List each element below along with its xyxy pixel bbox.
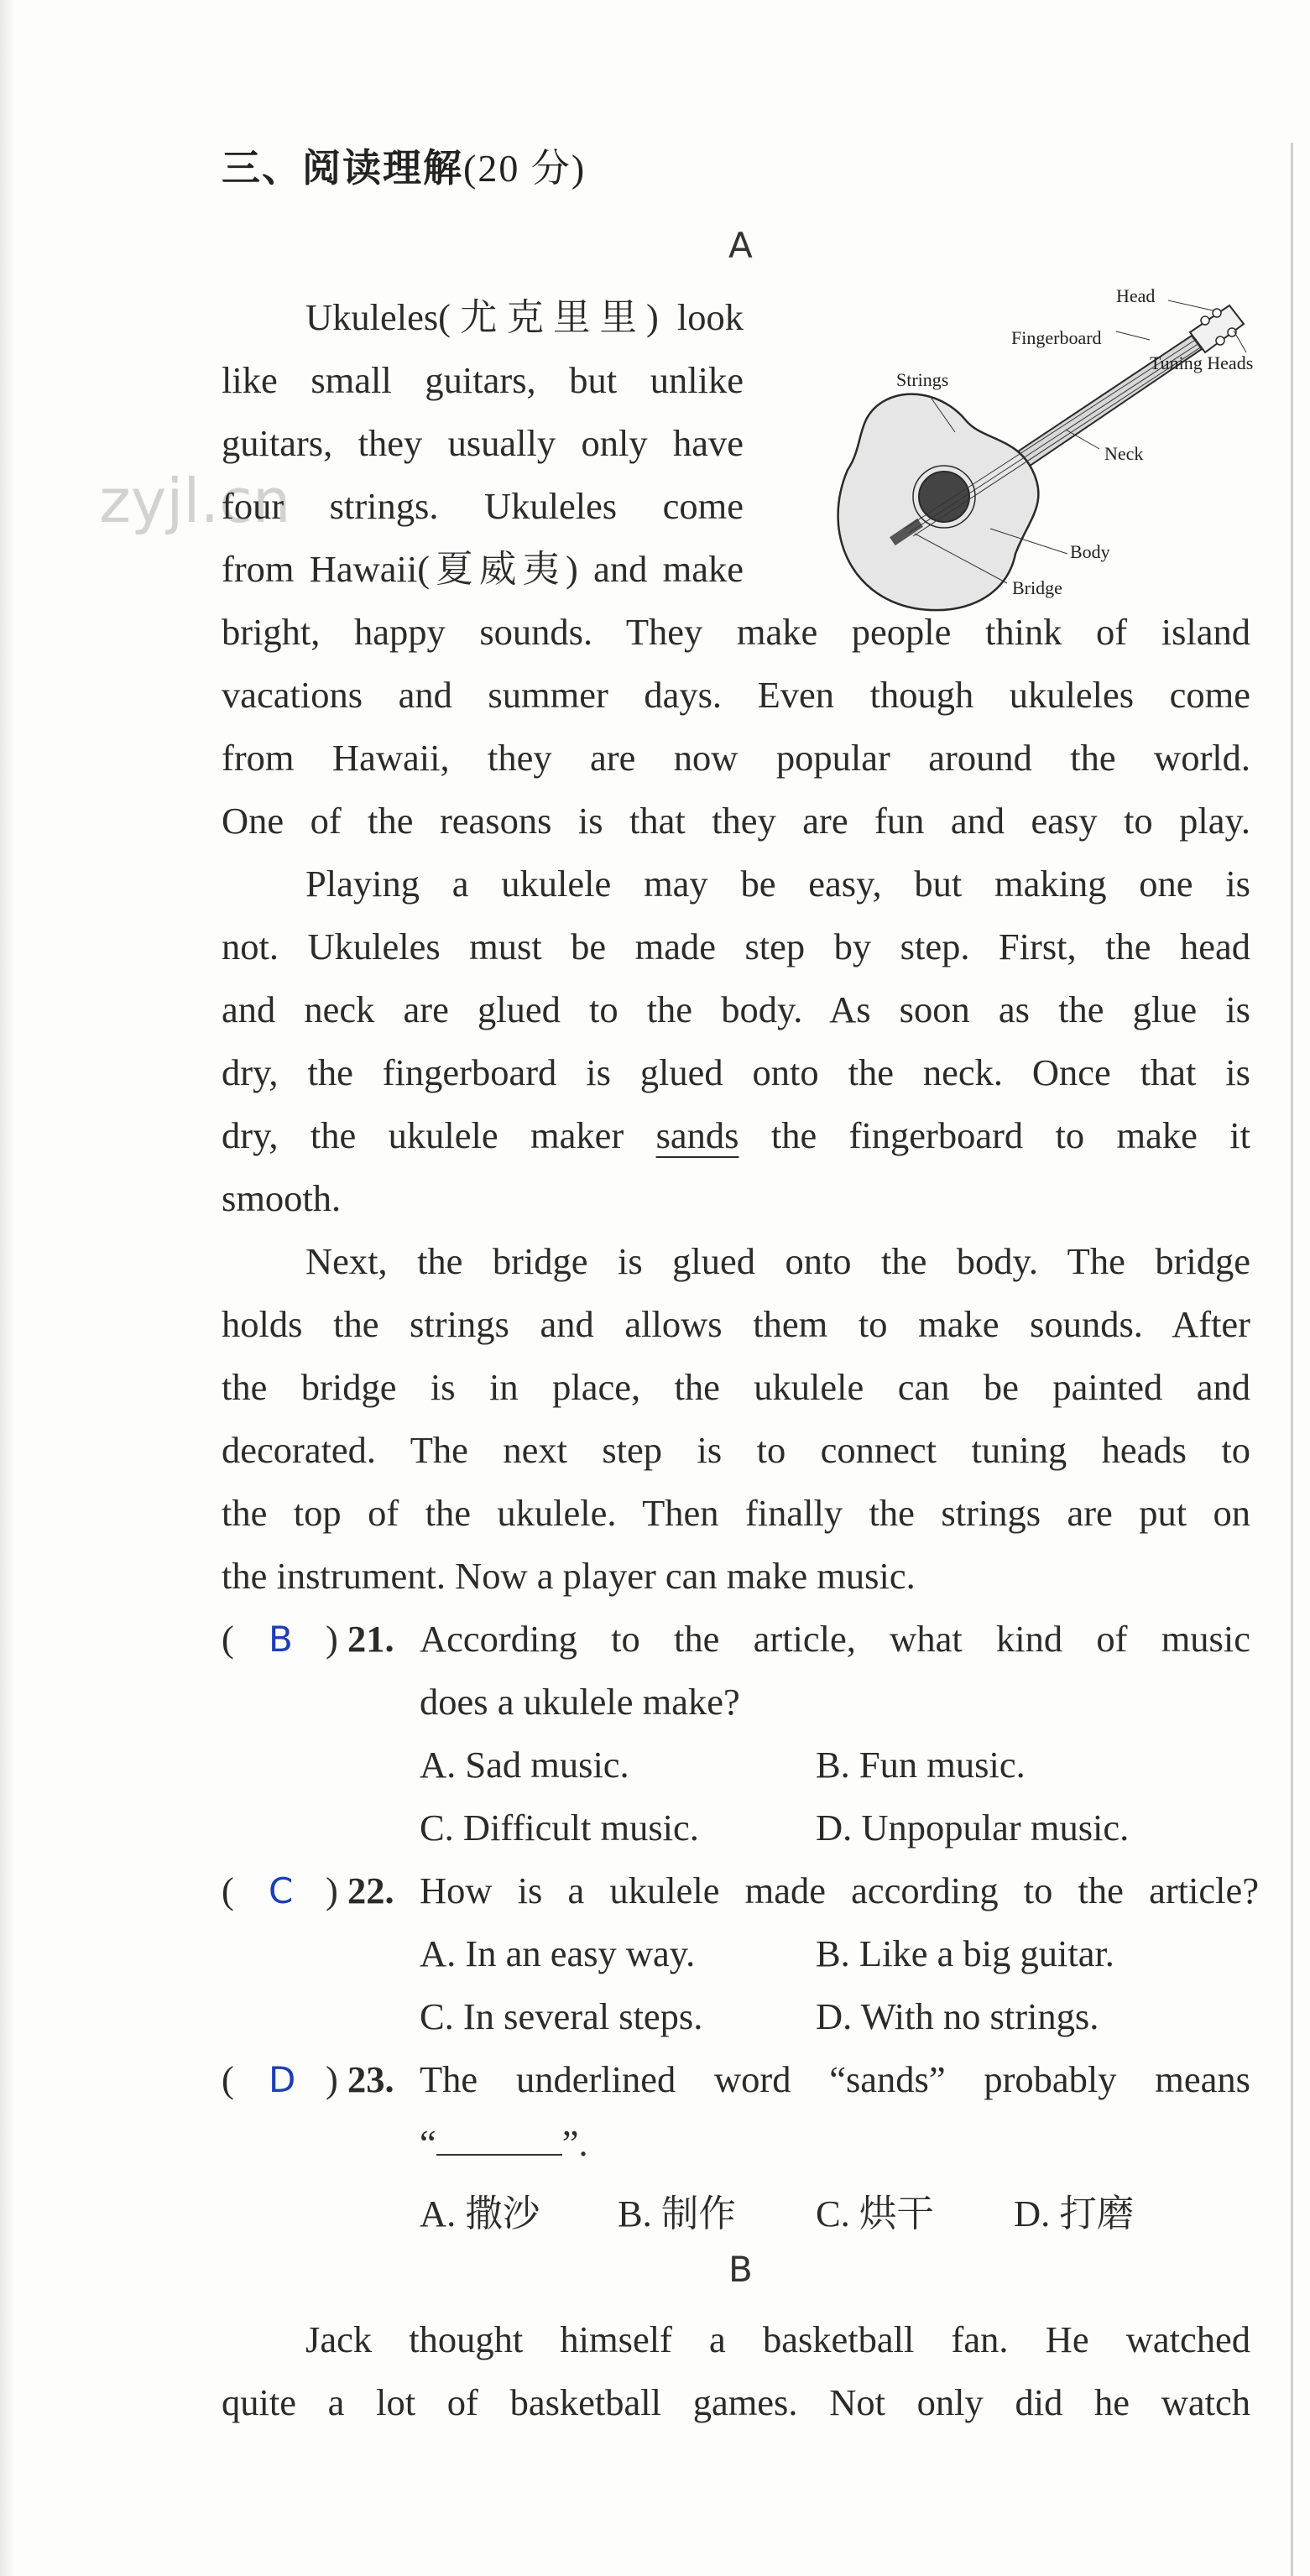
answer-paren-close: ) <box>326 2058 338 2100</box>
option-b: B. 制作 <box>618 2193 736 2234</box>
question-number: 23. <box>347 2058 394 2100</box>
question-blank-line <box>420 2120 588 2165</box>
answer-paren-close: ) <box>326 1618 338 1660</box>
passage-a-p2-line: and neck are glued to the body. As soon as the glue is <box>222 988 1250 1030</box>
passage-b-label: B <box>728 2249 753 2290</box>
watermark: zyjl.cn <box>99 466 291 536</box>
option-a: A. Sad music. <box>420 1744 629 1786</box>
passage-a-p3-line: decorated. The next step is to connect tuning heads to <box>222 1429 1250 1471</box>
passage-a-p3-line: the top of the ukulele. Then finally the strings are put on <box>222 1492 1250 1534</box>
passage-a-p1-line: Ukuleles(尤克里里) look <box>305 296 744 338</box>
option-a: A. In an easy way. <box>420 1932 696 1974</box>
answer-letter: C <box>269 1870 294 1911</box>
label-fingerboard: Fingerboard <box>1011 327 1102 348</box>
passage-a-p3-line: Next, the bridge is glued onto the body. The bridge <box>305 1240 1250 1282</box>
blank-quote-open: “ <box>420 2122 436 2164</box>
passage-a-label: A <box>728 225 753 266</box>
section-heading-title: 三、阅读理解 <box>222 145 463 190</box>
passage-a-p1-line: like small guitars, but unlike <box>222 359 744 401</box>
tuning-peg <box>1216 336 1224 345</box>
option-c: C. 烘干 <box>816 2193 934 2234</box>
passage-a-p2-line: smooth. <box>222 1177 342 1219</box>
tuning-peg <box>1201 316 1209 325</box>
label-head: Head <box>1116 285 1156 306</box>
option-a: A. 撒沙 <box>420 2193 540 2234</box>
text-before-underline: dry, the ukulele maker <box>222 1114 656 1156</box>
passage-a-p3-line: the bridge is in place, the ukulele can be painted and <box>222 1366 1250 1408</box>
passage-a-p1-line: guitars, they usually only have <box>222 422 744 464</box>
option-b: B. Fun music. <box>816 1744 1026 1786</box>
passage-a-p3-line: the instrument. Now a player can make music. <box>222 1555 916 1597</box>
passage-a-p2-line: not. Ukuleles must be made step by step. First, the head <box>222 926 1250 967</box>
option-c: C. Difficult music. <box>420 1807 699 1849</box>
answer-paren-open: ( <box>222 2058 234 2100</box>
blank-quote-close: ”. <box>561 2122 588 2164</box>
label-tuning-heads: Tuning Heads <box>1150 352 1254 373</box>
underlined-word-sands: sands <box>655 1114 739 1156</box>
question-number: 21. <box>347 1618 394 1660</box>
passage-a-p1-line: four strings. Ukuleles come <box>222 485 744 527</box>
passage-a-p3-line: holds the strings and allows them to make sounds. After <box>222 1303 1250 1345</box>
passage-a-p2-line-with-underline <box>222 1113 1250 1157</box>
answer-paren-close: ) <box>326 1869 338 1911</box>
passage-a-p2-line: Playing a ukulele may be easy, but making one is <box>305 863 1250 905</box>
ukulele-diagram <box>797 277 1267 613</box>
answer-blank <box>436 2120 562 2156</box>
section-heading-score: (20 分) <box>463 147 587 190</box>
label-strings: Strings <box>896 369 949 390</box>
passage-a-p1-line: from Hawaii(夏威夷) and make <box>222 548 744 590</box>
callout-line <box>1066 430 1099 449</box>
passage-a-p1-line: vacations and summer days. Even though ukuleles come <box>222 674 1250 716</box>
passage-a-p1-line: bright, happy sounds. They make people think of island <box>222 611 1250 653</box>
passage-a-p1-line: from Hawaii, they are now popular around the world. <box>222 737 1250 779</box>
question-text: How is a ukulele made according to the article? <box>420 1869 1259 1911</box>
question-text: The underlined word “sands” probably means <box>420 2058 1250 2100</box>
question-text: According to the article, what kind of music <box>420 1618 1250 1660</box>
text-after-underline: the fingerboard to make it <box>739 1114 1250 1156</box>
answer-paren-open: ( <box>222 1618 234 1660</box>
callout-line <box>1234 331 1246 352</box>
answer-paren-open: ( <box>222 1869 234 1911</box>
section-heading <box>222 138 586 193</box>
label-body: Body <box>1070 541 1110 562</box>
guitar-drawing <box>838 305 1244 610</box>
callout-line <box>1168 300 1213 310</box>
passage-a-p1-line: One of the reasons is that they are fun and easy to play. <box>222 800 1250 842</box>
option-d: D. 打磨 <box>1014 2193 1135 2234</box>
answer-letter: D <box>269 2059 296 2100</box>
label-bridge: Bridge <box>1012 577 1062 598</box>
question-number: 22. <box>347 1869 394 1911</box>
passage-b-line: quite a lot of basketball games. Not only did he watch <box>222 2381 1250 2423</box>
tuning-peg <box>1213 309 1221 317</box>
question-text: does a ukulele make? <box>420 1681 740 1723</box>
label-neck: Neck <box>1104 443 1144 464</box>
passage-b-line: Jack thought himself a basketball fan. He watched <box>305 2318 1250 2360</box>
option-c: C. In several steps. <box>420 1995 703 2037</box>
answer-letter: B <box>269 1619 293 1660</box>
option-d: D. With no strings. <box>816 1995 1099 2037</box>
callout-line <box>1116 331 1150 340</box>
option-d: D. Unpopular music. <box>816 1807 1130 1849</box>
page-fold-shadow <box>0 0 15 2576</box>
option-b: B. Like a big guitar. <box>816 1932 1114 1974</box>
passage-a-p2-line: dry, the fingerboard is glued onto the neck. Once that is <box>222 1051 1250 1093</box>
page-edge-line <box>1291 143 1293 2576</box>
